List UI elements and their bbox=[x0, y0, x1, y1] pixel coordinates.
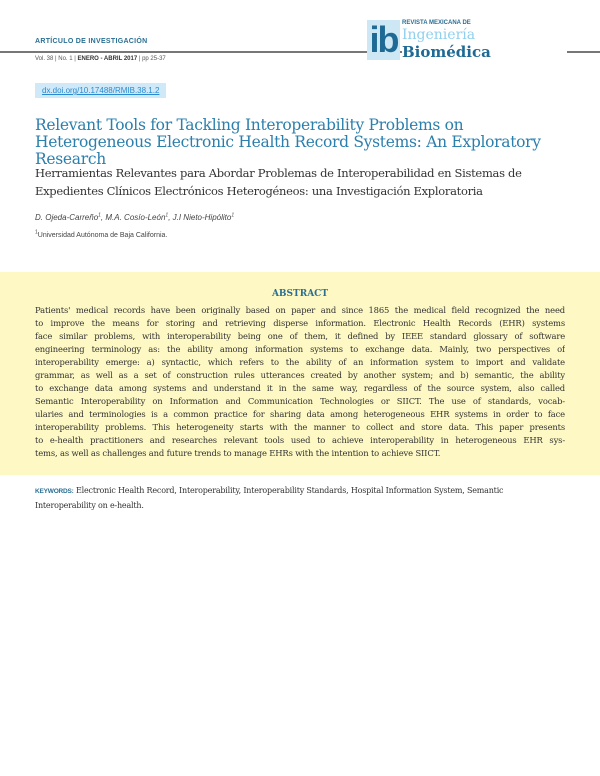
abstract-line: ularies and terminologies is a common practice for sharing data among heterogeneous EHR systems in order to face bbox=[35, 409, 565, 419]
volume: Vol. 38 | No. 1 | bbox=[35, 56, 78, 62]
author-sup: 1 bbox=[165, 212, 169, 219]
affiliation-text: Universidad Autónoma de Baja California. bbox=[37, 232, 168, 239]
article-title: Relevant Tools for Tackling Interoperability Problems on Heterogeneous Electronic Health Record Systems: An Exploratory Research bbox=[35, 116, 541, 168]
header-rule-right bbox=[567, 51, 600, 53]
issue-info bbox=[35, 56, 166, 62]
author-sup: 1 bbox=[98, 212, 101, 219]
keywords-label: KEYWORDS: bbox=[35, 488, 74, 495]
author-sup: 1 bbox=[231, 212, 235, 219]
logo-line-3: Biomédica bbox=[402, 43, 491, 61]
abstract-line: Patients' medical records have been originally based on paper and since 1865 the medical field recognized the need bbox=[35, 305, 565, 315]
issue-date: ENERO - ABRIL 2017 bbox=[77, 56, 138, 62]
article-title-spanish: Herramientas Relevantes para Abordar Problemas de Interoperabilidad en Sistemas de Expedientes Clínicos Electrónicos Heterogéneos: una Investigación Exploratoria bbox=[35, 166, 522, 198]
keywords bbox=[35, 483, 515, 513]
journal-logo bbox=[367, 20, 547, 62]
header-rule bbox=[0, 51, 402, 53]
abstract-line: interoperability problems. This heterogeneity starts with the manner to collect and store data. This paper presents bbox=[35, 422, 565, 432]
affiliation bbox=[35, 229, 168, 239]
logo-mark: ib bbox=[367, 20, 400, 60]
abstract-line: engineering terminology as: the ability among information systems to exchange data. Mainly, two perspectives of bbox=[35, 344, 565, 354]
abstract-line: to improve the means for storing and retrieving disperse information. Electronic Health Records (EHR) systems bbox=[35, 318, 565, 328]
author: J.I Nieto-Hipólito bbox=[172, 213, 232, 222]
abstract-heading: ABSTRACT bbox=[271, 289, 329, 299]
abstract-body bbox=[35, 304, 565, 460]
logo-line-2: Ingeniería bbox=[402, 27, 476, 43]
doi-link[interactable]: dx.doi.org/10.17488/RMIB.38.1.2 bbox=[35, 83, 166, 98]
logo-line-1: REVISTA MEXICANA DE bbox=[402, 20, 471, 26]
abstract-line: tems, as well as challenges and future trends to manage EHRs with the intention to achieve SIICT. bbox=[35, 448, 441, 458]
abstract-line: interoperability emerge: a) syntactic, which refers to the ability of an information system to import and validate bbox=[35, 357, 565, 367]
section-label: ARTÍCULO DE INVESTIGACIÓN bbox=[35, 38, 148, 45]
keywords-text: Electronic Health Record, Interoperability, Interoperability Standards, Hospital Information System, Semantic Interoperability on e-health. bbox=[35, 486, 504, 510]
affiliation-sup: 1 bbox=[35, 229, 38, 236]
abstract-line: to exchange data among systems and understand it in the same way, regardless of the source system, also called bbox=[35, 383, 565, 393]
pages: | pp 25-37 bbox=[137, 56, 166, 62]
authors: D. Ojeda-Carreño$^1$, M.A. Cosío-León$^1$, J.I Nieto-Hipólito$^1$ bbox=[35, 212, 235, 222]
abstract-line: to e-health practitioners and researches relevant tools used to achieve interoperability in heterogeneous EHR sys- bbox=[35, 435, 565, 445]
author: M.A. Cosío-León bbox=[105, 213, 166, 222]
abstract-line: face similar problems, with interoperability being one of them, it defined by IEEE standard glossary of software bbox=[35, 331, 565, 341]
abstract-line: grammar, as well as a set of construction rules utterances created by another system; and b) semantic, the ability bbox=[35, 370, 565, 380]
author: D. Ojeda-Carreño bbox=[35, 213, 99, 222]
abstract-line: Semantic Interoperability on Information and Communication Technologies or SIICT. The use of standards, vocab- bbox=[35, 396, 565, 406]
